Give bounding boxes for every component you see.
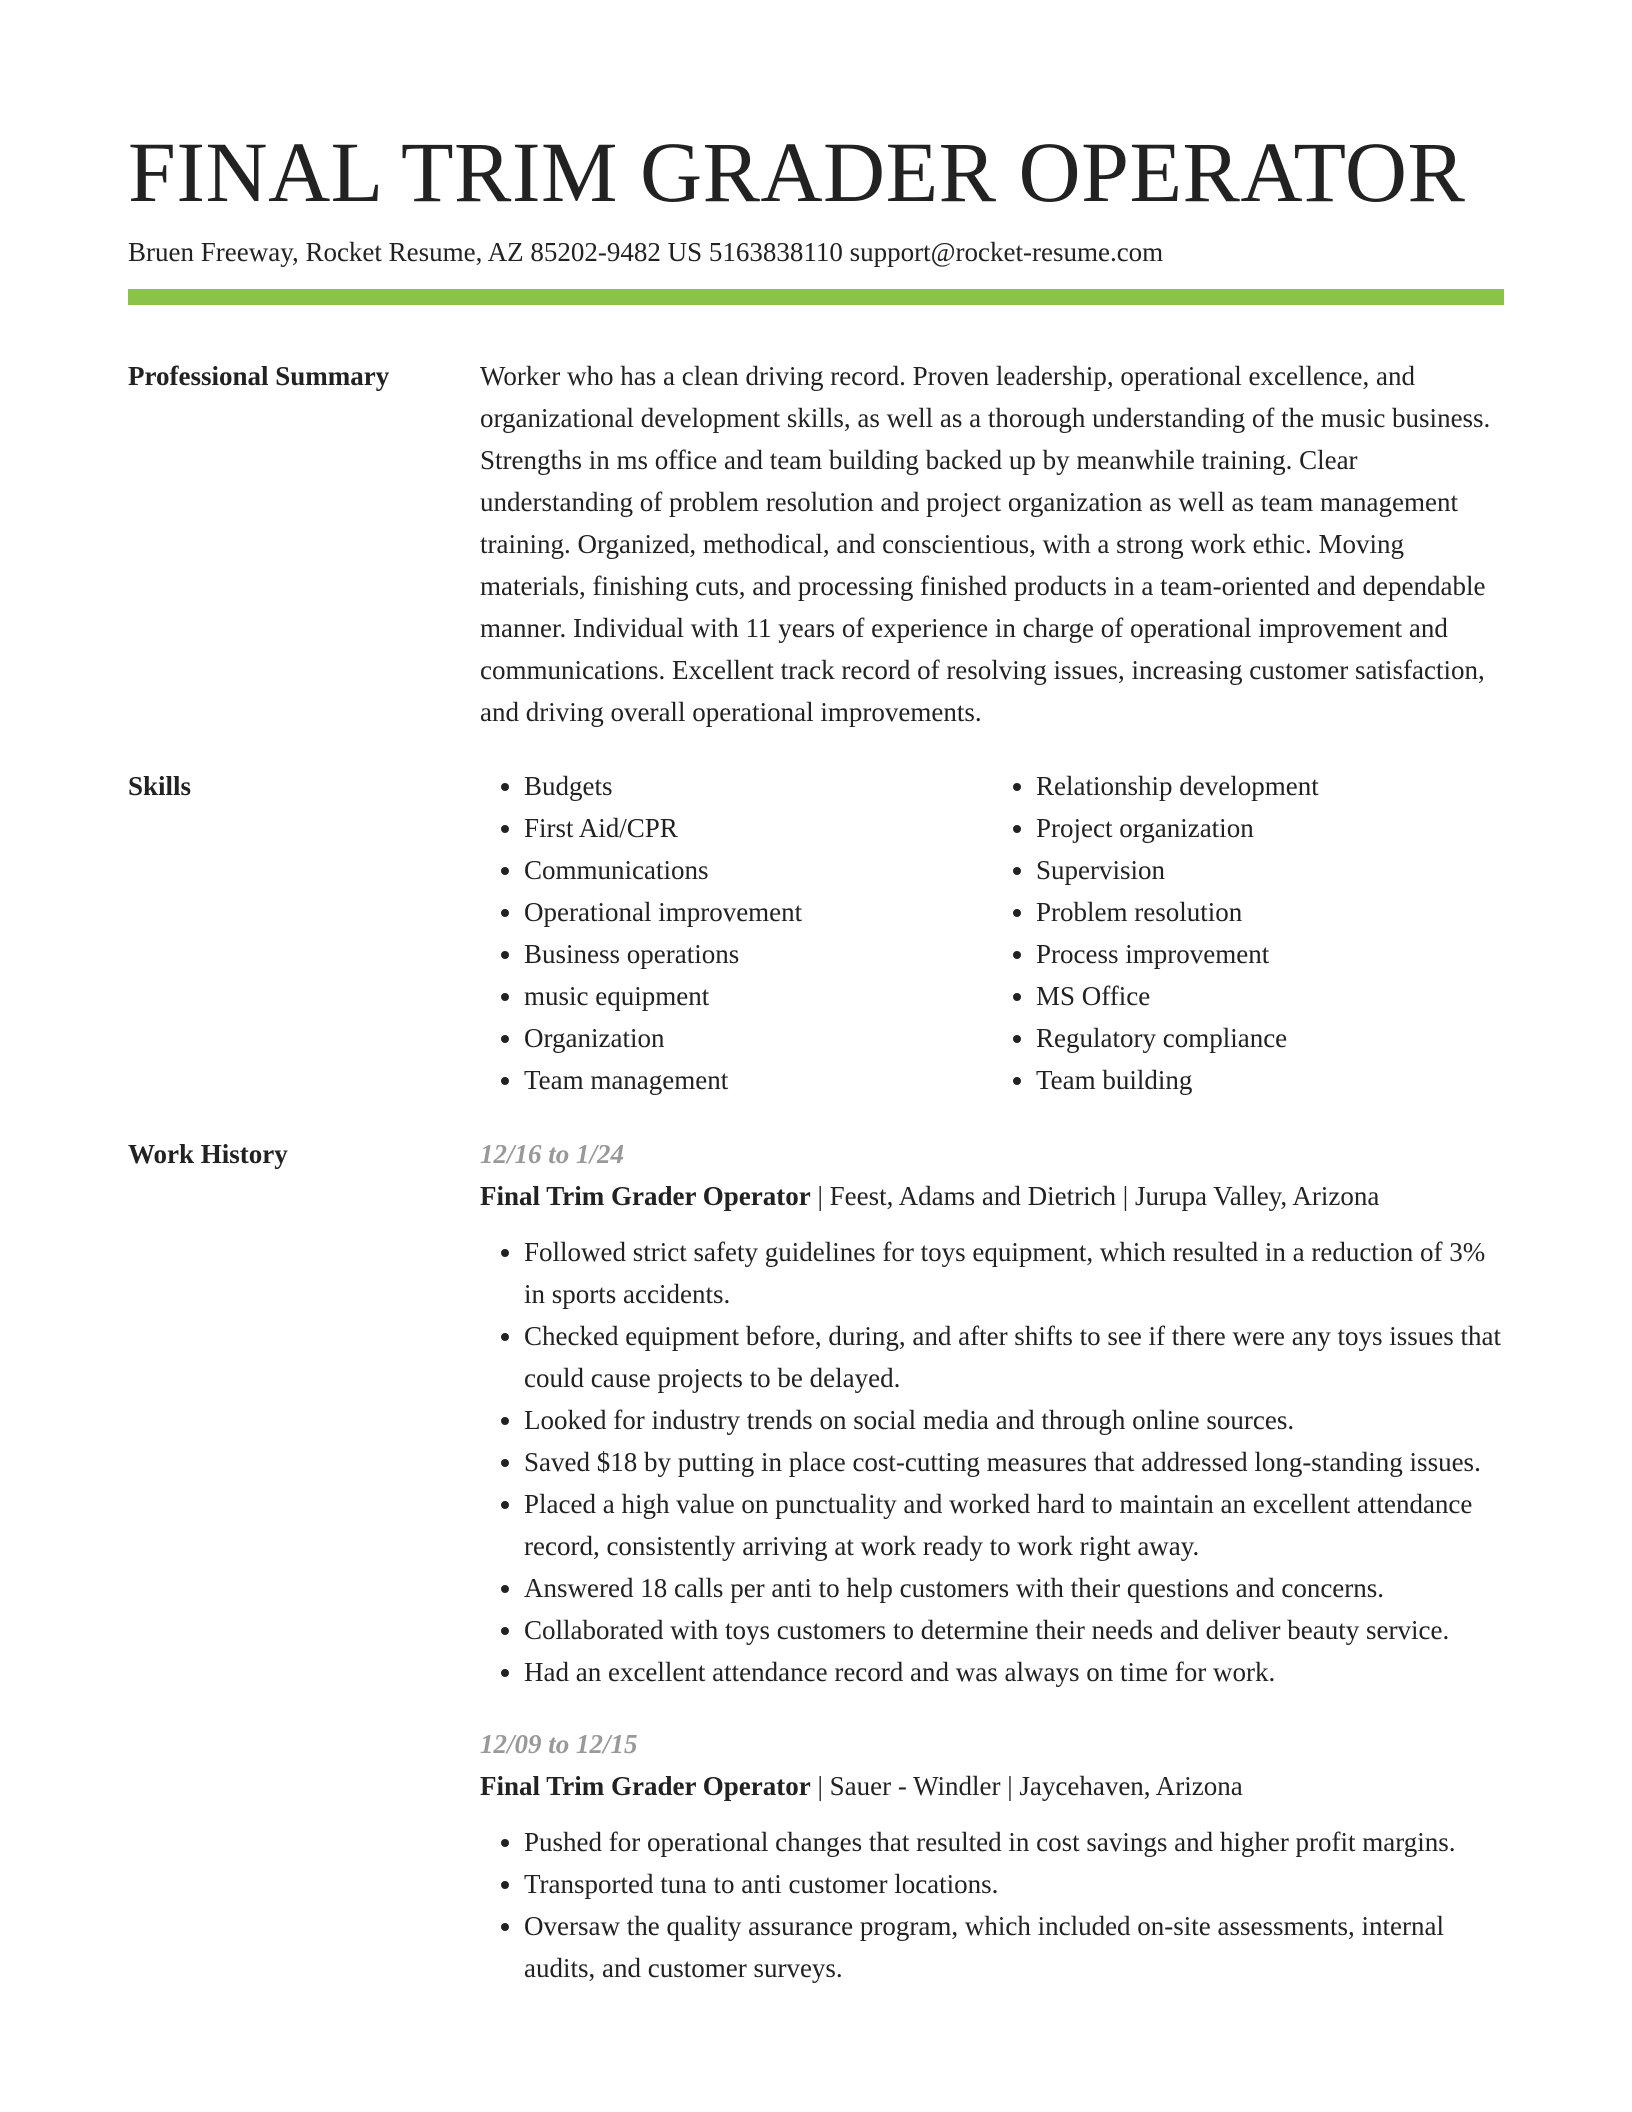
job-bullet: • Answered 18 calls per anti to help customers with their questions and concerns. [524,1567,1504,1609]
job-dates: 12/16 to 1/24 [480,1139,625,1169]
summary-section [128,355,1504,733]
job-bullet: • Pushed for operational changes that resulted in cost savings and higher profit margins. [524,1821,1504,1863]
accent-rule [128,289,1504,305]
work-history-heading: Work History [128,1139,288,1169]
job-bullet-list [480,1821,1504,1989]
job-bullet: • Followed strict safety guidelines for toys equipment, which resulted in a reduction of 3% in sports accidents. [524,1231,1504,1315]
job-bullet: • Saved $18 by putting in place cost-cutting measures that addressed long-standing issues. [524,1441,1504,1483]
skill-item: • MS Office [1036,975,1504,1017]
summary-text: Worker who has a clean driving record. Proven leadership, operational excellence, and organizational development skills, as well as a thorough understanding of the music business. Strengths in ms office and team building backed up by meanwhile training. Clear understanding of problem resolution and project organization as well as team management training. Organized, methodical, and conscientious, with a strong work ethic. Moving materials, finishing cuts, and processing finished products in a team-oriented and dependable manner. Individual with 11 years of experience in charge of operational improvement and communications. Excellent track record of resolving issues, increasing customer satisfaction, and driving overall operational improvements. [480,361,1491,727]
summary-heading: Professional Summary [128,361,390,391]
skill-item: • Business operations [524,933,992,975]
job-title: Final Trim Grader Operator [480,1181,811,1211]
contact-line: Bruen Freeway, Rocket Resume, AZ 85202-9482 US 5163838110 support@rocket-resume.com [128,237,1164,267]
job-bullet: • Transported tuna to anti customer locations. [524,1863,1504,1905]
skill-item: • Organization [524,1017,992,1059]
job-dates: 12/09 to 12/15 [480,1729,638,1759]
skill-item: • Relationship development [1036,765,1504,807]
job-details: | Sauer - Windler | Jaycehaven, Arizona [810,1771,1243,1801]
work-history-section [128,1133,1504,2019]
skill-item: • Team management [524,1059,992,1101]
skill-item: • Operational improvement [524,891,992,933]
job-bullet: • Looked for industry trends on social media and through online sources. [524,1399,1504,1441]
skill-item: • Project organization [1036,807,1504,849]
skill-item: • Regulatory compliance [1036,1017,1504,1059]
skill-item: • First Aid/CPR [524,807,992,849]
job-bullet: • Oversaw the quality assurance program, which included on-site assessments, internal audits, and customer surveys. [524,1905,1504,1989]
skill-item: • Team building [1036,1059,1504,1101]
skills-heading: Skills [128,771,192,801]
job-heading [480,1175,1504,1217]
job-entry [480,1723,1504,1989]
skills-list-left [480,765,992,1101]
job-bullet-list [480,1231,1504,1693]
job-bullet: • Placed a high value on punctuality and worked hard to maintain an excellent attendance record, consistently arriving at work ready to work right away. [524,1483,1504,1567]
resume-page [128,0,1504,2019]
job-list [480,1133,1504,2019]
skills-list-right [992,765,1504,1101]
job-bullet: • Collaborated with toys customers to determine their needs and deliver beauty service. [524,1609,1504,1651]
skill-item: • Communications [524,849,992,891]
skill-item: • Budgets [524,765,992,807]
job-details: | Feest, Adams and Dietrich | Jurupa Valley, Arizona [810,1181,1380,1211]
job-bullet: • Checked equipment before, during, and after shifts to see if there were any toys issues that could cause projects to be delayed. [524,1315,1504,1399]
skill-item: • Supervision [1036,849,1504,891]
job-entry [480,1133,1504,1693]
job-title: Final Trim Grader Operator [480,1771,811,1801]
skill-item: • Problem resolution [1036,891,1504,933]
skill-item: • Process improvement [1036,933,1504,975]
skill-item: • music equipment [524,975,992,1017]
resume-name: FINAL TRIM GRADER OPERATOR [128,124,1466,220]
skills-section [128,765,1504,1101]
job-bullet: • Had an excellent attendance record and was always on time for work. [524,1651,1504,1693]
job-heading [480,1765,1504,1807]
